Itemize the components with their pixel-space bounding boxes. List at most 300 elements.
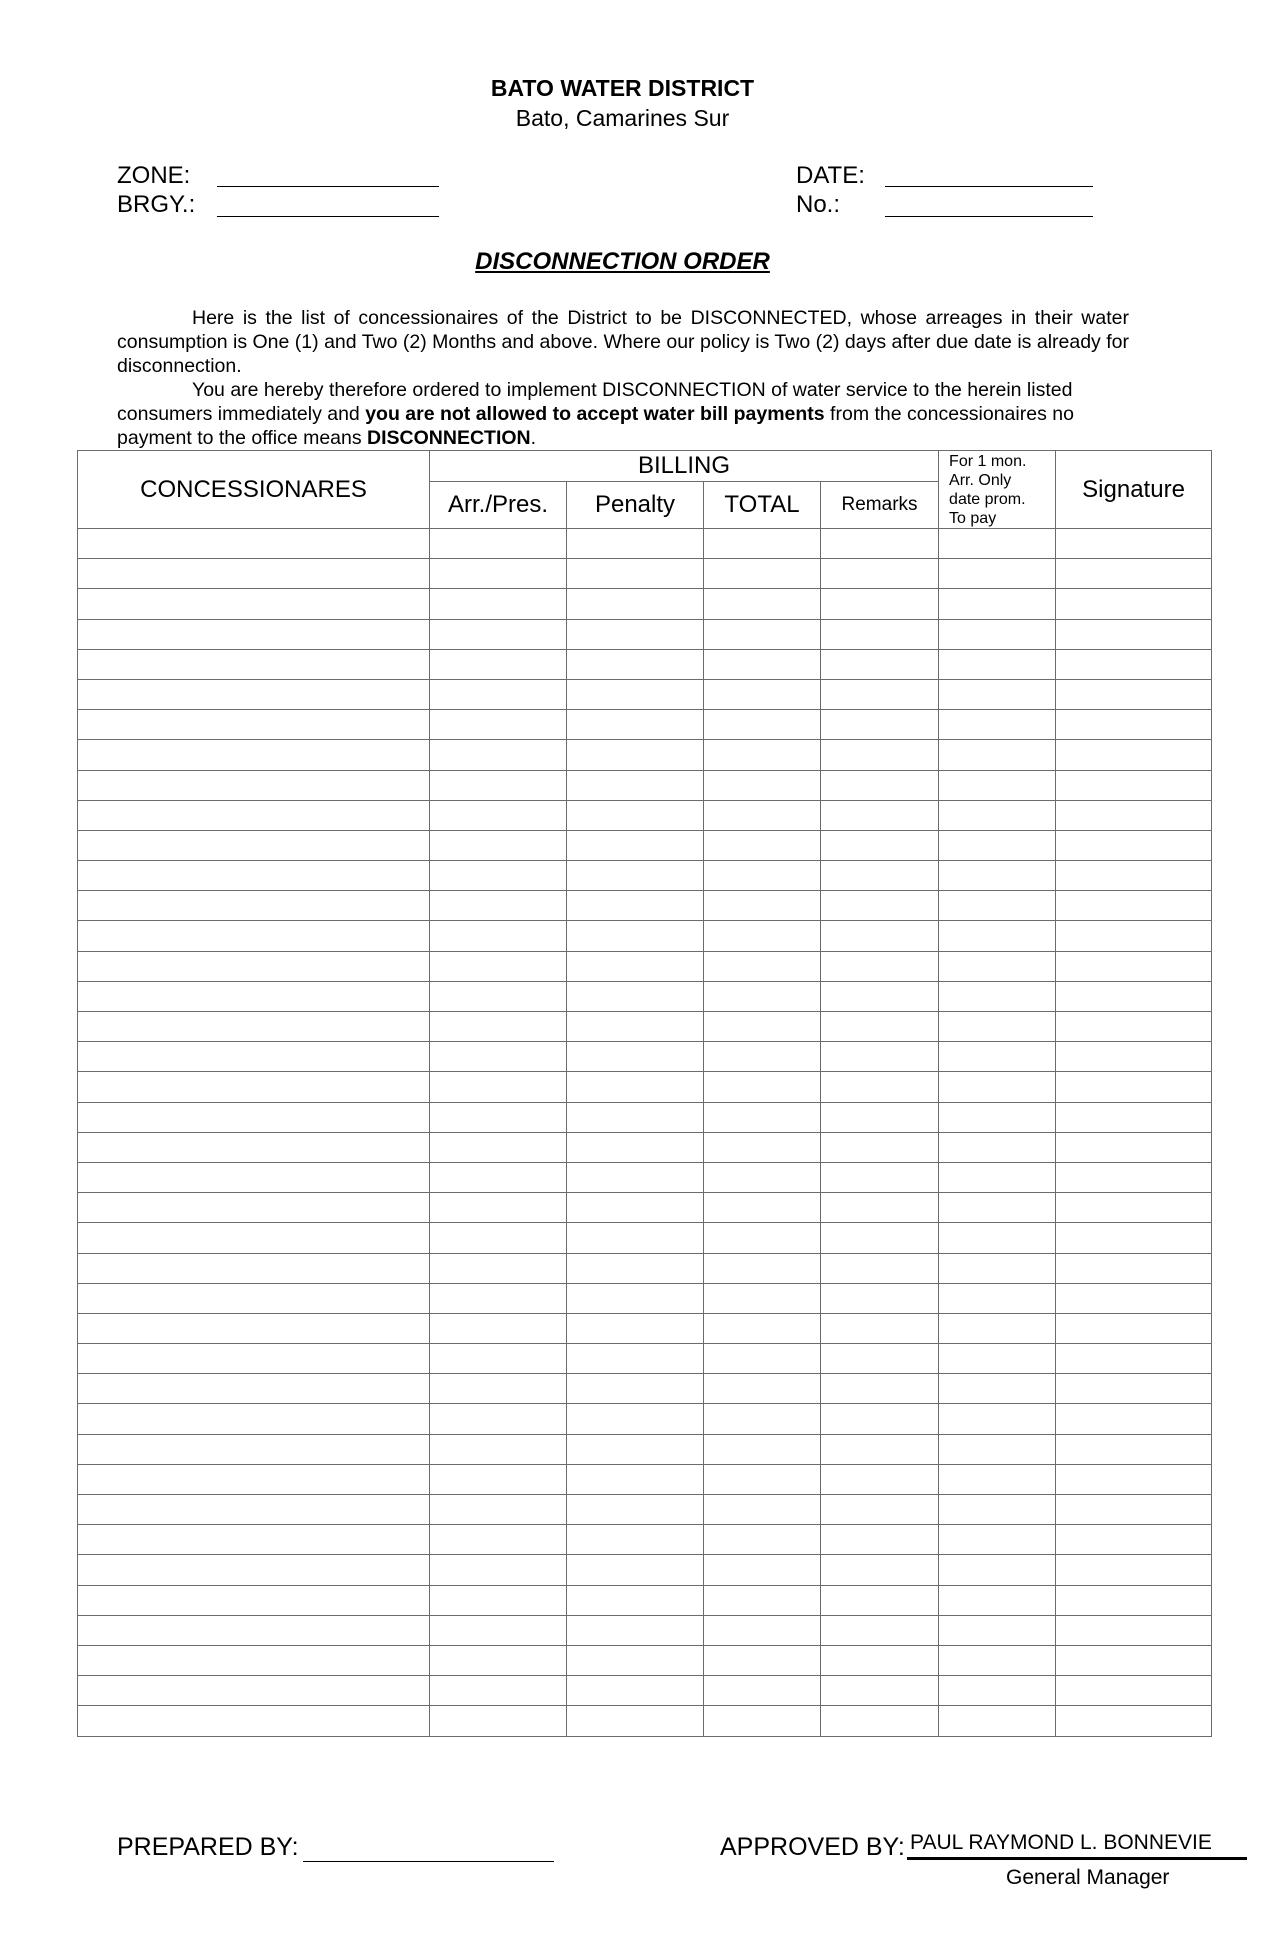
cell-remarks[interactable] [821, 589, 939, 619]
cell-penalty[interactable] [567, 1162, 704, 1192]
cell-signature[interactable] [1056, 1495, 1212, 1525]
cell-total[interactable] [704, 1344, 821, 1374]
cell-penalty[interactable] [567, 951, 704, 981]
cell-concessionaire[interactable] [78, 1344, 430, 1374]
cell-total[interactable] [704, 1313, 821, 1343]
cell-penalty[interactable] [567, 1193, 704, 1223]
cell-promise-date[interactable] [939, 589, 1056, 619]
cell-remarks[interactable] [821, 1012, 939, 1042]
cell-signature[interactable] [1056, 981, 1212, 1011]
cell-arr-pres[interactable] [430, 1434, 567, 1464]
cell-arr-pres[interactable] [430, 830, 567, 860]
cell-remarks[interactable] [821, 649, 939, 679]
cell-concessionaire[interactable] [78, 710, 430, 740]
cell-concessionaire[interactable] [78, 1615, 430, 1645]
cell-arr-pres[interactable] [430, 1042, 567, 1072]
cell-penalty[interactable] [567, 710, 704, 740]
cell-total[interactable] [704, 921, 821, 951]
table-row [78, 800, 1212, 830]
cell-remarks[interactable] [821, 1645, 939, 1675]
cell-penalty[interactable] [567, 1313, 704, 1343]
cell-promise-date[interactable] [939, 1706, 1056, 1736]
cell-penalty[interactable] [567, 981, 704, 1011]
cell-arr-pres[interactable] [430, 921, 567, 951]
cell-promise-date[interactable] [939, 1223, 1056, 1253]
cell-remarks[interactable] [821, 529, 939, 559]
cell-total[interactable] [704, 1102, 821, 1132]
approved-by-label: APPROVED BY: [720, 1833, 905, 1861]
cell-arr-pres[interactable] [430, 1313, 567, 1343]
table-row [78, 1132, 1212, 1162]
cell-concessionaire[interactable] [78, 830, 430, 860]
cell-signature[interactable] [1056, 1223, 1212, 1253]
instructions-paragraph-2: You are hereby therefore ordered to implement DISCONNECTION of water service to the herein listed consumers immediately and you are not allowed to accept water bill payments from the concessionaires no payment to the office means DISCONNECTION. [117, 379, 1074, 449]
cell-arr-pres[interactable] [430, 619, 567, 649]
cell-arr-pres[interactable] [430, 1585, 567, 1615]
cell-penalty[interactable] [567, 770, 704, 800]
cell-remarks[interactable] [821, 1374, 939, 1404]
cell-penalty[interactable] [567, 529, 704, 559]
cell-total[interactable] [704, 1495, 821, 1525]
cell-penalty[interactable] [567, 1585, 704, 1615]
cell-penalty[interactable] [567, 861, 704, 891]
table-row [78, 770, 1212, 800]
cell-remarks[interactable] [821, 981, 939, 1011]
cell-concessionaire[interactable] [78, 1495, 430, 1525]
cell-arr-pres[interactable] [430, 1645, 567, 1675]
cell-promise-date[interactable] [939, 529, 1056, 559]
cell-penalty[interactable] [567, 1645, 704, 1675]
cell-promise-date[interactable] [939, 1525, 1056, 1555]
cell-arr-pres[interactable] [430, 649, 567, 679]
cell-signature[interactable] [1056, 1162, 1212, 1192]
cell-arr-pres[interactable] [430, 1102, 567, 1132]
cell-total[interactable] [704, 1585, 821, 1615]
cell-signature[interactable] [1056, 861, 1212, 891]
cell-penalty[interactable] [567, 891, 704, 921]
cell-total[interactable] [704, 529, 821, 559]
cell-total[interactable] [704, 710, 821, 740]
cell-promise-date[interactable] [939, 1495, 1056, 1525]
cell-total[interactable] [704, 559, 821, 589]
cell-concessionaire[interactable] [78, 1283, 430, 1313]
date-field[interactable] [885, 186, 1093, 187]
table-row [78, 710, 1212, 740]
cell-signature[interactable] [1056, 1706, 1212, 1736]
cell-concessionaire[interactable] [78, 1645, 430, 1675]
cell-promise-date[interactable] [939, 1313, 1056, 1343]
cell-penalty[interactable] [567, 1012, 704, 1042]
cell-signature[interactable] [1056, 1374, 1212, 1404]
cell-arr-pres[interactable] [430, 951, 567, 981]
cell-signature[interactable] [1056, 1585, 1212, 1615]
cell-total[interactable] [704, 1404, 821, 1434]
cell-arr-pres[interactable] [430, 1404, 567, 1434]
cell-total[interactable] [704, 1434, 821, 1464]
cell-promise-date[interactable] [939, 1162, 1056, 1192]
cell-total[interactable] [704, 951, 821, 981]
cell-concessionaire[interactable] [78, 649, 430, 679]
cell-total[interactable] [704, 1283, 821, 1313]
cell-concessionaire[interactable] [78, 1434, 430, 1464]
cell-concessionaire[interactable] [78, 589, 430, 619]
cell-arr-pres[interactable] [430, 1525, 567, 1555]
cell-penalty[interactable] [567, 800, 704, 830]
cell-concessionaire[interactable] [78, 1706, 430, 1736]
cell-promise-date[interactable] [939, 740, 1056, 770]
cell-signature[interactable] [1056, 740, 1212, 770]
cell-arr-pres[interactable] [430, 1676, 567, 1706]
cell-signature[interactable] [1056, 679, 1212, 709]
cell-remarks[interactable] [821, 1162, 939, 1192]
cell-remarks[interactable] [821, 1555, 939, 1585]
cell-total[interactable] [704, 981, 821, 1011]
column-header-penalty: Penalty [567, 482, 704, 529]
cell-concessionaire[interactable] [78, 1676, 430, 1706]
cell-remarks[interactable] [821, 1313, 939, 1343]
cell-total[interactable] [704, 589, 821, 619]
cell-remarks[interactable] [821, 710, 939, 740]
cell-penalty[interactable] [567, 1495, 704, 1525]
cell-arr-pres[interactable] [430, 1132, 567, 1162]
cell-concessionaire[interactable] [78, 1012, 430, 1042]
cell-remarks[interactable] [821, 1495, 939, 1525]
cell-arr-pres[interactable] [430, 559, 567, 589]
cell-penalty[interactable] [567, 1404, 704, 1434]
cell-signature[interactable] [1056, 921, 1212, 951]
cell-arr-pres[interactable] [430, 529, 567, 559]
cell-promise-date[interactable] [939, 1102, 1056, 1132]
cell-remarks[interactable] [821, 1072, 939, 1102]
cell-concessionaire[interactable] [78, 559, 430, 589]
cell-total[interactable] [704, 1072, 821, 1102]
cell-concessionaire[interactable] [78, 861, 430, 891]
cell-promise-date[interactable] [939, 1615, 1056, 1645]
cell-concessionaire[interactable] [78, 740, 430, 770]
cell-remarks[interactable] [821, 559, 939, 589]
cell-total[interactable] [704, 1706, 821, 1736]
cell-penalty[interactable] [567, 559, 704, 589]
cell-concessionaire[interactable] [78, 1102, 430, 1132]
approver-signature-line [907, 1857, 1247, 1860]
cell-signature[interactable] [1056, 891, 1212, 921]
cell-remarks[interactable] [821, 1464, 939, 1494]
cell-arr-pres[interactable] [430, 1193, 567, 1223]
cell-arr-pres[interactable] [430, 1223, 567, 1253]
cell-promise-date[interactable] [939, 1676, 1056, 1706]
cell-arr-pres[interactable] [430, 679, 567, 709]
cell-promise-date[interactable] [939, 619, 1056, 649]
cell-remarks[interactable] [821, 1223, 939, 1253]
cell-signature[interactable] [1056, 1344, 1212, 1374]
cell-concessionaire[interactable] [78, 1313, 430, 1343]
table-row [78, 981, 1212, 1011]
cell-total[interactable] [704, 1555, 821, 1585]
cell-promise-date[interactable] [939, 1555, 1056, 1585]
cell-promise-date[interactable] [939, 1374, 1056, 1404]
cell-concessionaire[interactable] [78, 1253, 430, 1283]
cell-signature[interactable] [1056, 1313, 1212, 1343]
cell-signature[interactable] [1056, 529, 1212, 559]
cell-concessionaire[interactable] [78, 1374, 430, 1404]
cell-arr-pres[interactable] [430, 1344, 567, 1374]
cell-arr-pres[interactable] [430, 1706, 567, 1736]
cell-concessionaire[interactable] [78, 951, 430, 981]
cell-remarks[interactable] [821, 830, 939, 860]
cell-total[interactable] [704, 619, 821, 649]
cell-arr-pres[interactable] [430, 589, 567, 619]
cell-remarks[interactable] [821, 1404, 939, 1434]
cell-penalty[interactable] [567, 740, 704, 770]
cell-promise-date[interactable] [939, 770, 1056, 800]
cell-arr-pres[interactable] [430, 1162, 567, 1192]
cell-remarks[interactable] [821, 679, 939, 709]
cell-total[interactable] [704, 1012, 821, 1042]
cell-promise-date[interactable] [939, 1404, 1056, 1434]
cell-remarks[interactable] [821, 1615, 939, 1645]
cell-penalty[interactable] [567, 1072, 704, 1102]
cell-concessionaire[interactable] [78, 891, 430, 921]
cell-arr-pres[interactable] [430, 770, 567, 800]
cell-promise-date[interactable] [939, 649, 1056, 679]
cell-signature[interactable] [1056, 830, 1212, 860]
cell-promise-date[interactable] [939, 830, 1056, 860]
cell-concessionaire[interactable] [78, 1585, 430, 1615]
cell-signature[interactable] [1056, 1012, 1212, 1042]
cell-promise-date[interactable] [939, 1042, 1056, 1072]
cell-remarks[interactable] [821, 1585, 939, 1615]
cell-arr-pres[interactable] [430, 1012, 567, 1042]
cell-concessionaire[interactable] [78, 981, 430, 1011]
cell-penalty[interactable] [567, 1283, 704, 1313]
cell-penalty[interactable] [567, 1102, 704, 1132]
cell-total[interactable] [704, 800, 821, 830]
cell-concessionaire[interactable] [78, 770, 430, 800]
cell-concessionaire[interactable] [78, 1404, 430, 1434]
cell-total[interactable] [704, 649, 821, 679]
cell-remarks[interactable] [821, 1253, 939, 1283]
cell-arr-pres[interactable] [430, 861, 567, 891]
cell-remarks[interactable] [821, 800, 939, 830]
cell-remarks[interactable] [821, 1102, 939, 1132]
cell-penalty[interactable] [567, 1615, 704, 1645]
cell-signature[interactable] [1056, 710, 1212, 740]
cell-signature[interactable] [1056, 951, 1212, 981]
cell-promise-date[interactable] [939, 800, 1056, 830]
cell-arr-pres[interactable] [430, 1495, 567, 1525]
cell-penalty[interactable] [567, 589, 704, 619]
cell-promise-date[interactable] [939, 861, 1056, 891]
cell-signature[interactable] [1056, 559, 1212, 589]
cell-remarks[interactable] [821, 861, 939, 891]
cell-promise-date[interactable] [939, 921, 1056, 951]
cell-penalty[interactable] [567, 1344, 704, 1374]
cell-concessionaire[interactable] [78, 1132, 430, 1162]
table-row [78, 1012, 1212, 1042]
cell-total[interactable] [704, 1676, 821, 1706]
cell-total[interactable] [704, 891, 821, 921]
cell-promise-date[interactable] [939, 1012, 1056, 1042]
cell-signature[interactable] [1056, 1676, 1212, 1706]
cell-penalty[interactable] [567, 1676, 704, 1706]
cell-penalty[interactable] [567, 649, 704, 679]
cell-total[interactable] [704, 679, 821, 709]
cell-total[interactable] [704, 1374, 821, 1404]
cell-arr-pres[interactable] [430, 1555, 567, 1585]
cell-arr-pres[interactable] [430, 1615, 567, 1645]
cell-concessionaire[interactable] [78, 679, 430, 709]
cell-signature[interactable] [1056, 1193, 1212, 1223]
cell-penalty[interactable] [567, 1132, 704, 1162]
cell-arr-pres[interactable] [430, 1253, 567, 1283]
cell-arr-pres[interactable] [430, 1072, 567, 1102]
cell-remarks[interactable] [821, 921, 939, 951]
cell-signature[interactable] [1056, 649, 1212, 679]
cell-promise-date[interactable] [939, 559, 1056, 589]
cell-signature[interactable] [1056, 1283, 1212, 1313]
cell-concessionaire[interactable] [78, 1042, 430, 1072]
cell-concessionaire[interactable] [78, 1162, 430, 1192]
cell-total[interactable] [704, 1525, 821, 1555]
cell-arr-pres[interactable] [430, 740, 567, 770]
cell-promise-date[interactable] [939, 1132, 1056, 1162]
cell-remarks[interactable] [821, 740, 939, 770]
cell-penalty[interactable] [567, 1555, 704, 1585]
cell-remarks[interactable] [821, 770, 939, 800]
cell-promise-date[interactable] [939, 951, 1056, 981]
cell-promise-date[interactable] [939, 1344, 1056, 1374]
cell-signature[interactable] [1056, 1132, 1212, 1162]
cell-penalty[interactable] [567, 1434, 704, 1464]
cell-signature[interactable] [1056, 1072, 1212, 1102]
cell-promise-date[interactable] [939, 1645, 1056, 1675]
cell-signature[interactable] [1056, 1555, 1212, 1585]
number-label: No.: [796, 191, 841, 218]
cell-concessionaire[interactable] [78, 1072, 430, 1102]
cell-concessionaire[interactable] [78, 1525, 430, 1555]
cell-remarks[interactable] [821, 619, 939, 649]
cell-penalty[interactable] [567, 679, 704, 709]
cell-penalty[interactable] [567, 1042, 704, 1072]
cell-remarks[interactable] [821, 1434, 939, 1464]
cell-signature[interactable] [1056, 1253, 1212, 1283]
brgy-label: BRGY.: [117, 191, 196, 218]
cell-remarks[interactable] [821, 1344, 939, 1374]
cell-concessionaire[interactable] [78, 1223, 430, 1253]
cell-arr-pres[interactable] [430, 1283, 567, 1313]
cell-promise-date[interactable] [939, 1464, 1056, 1494]
cell-promise-date[interactable] [939, 1193, 1056, 1223]
cell-total[interactable] [704, 861, 821, 891]
table-row [78, 1404, 1212, 1434]
cell-promise-date[interactable] [939, 679, 1056, 709]
cell-total[interactable] [704, 830, 821, 860]
cell-signature[interactable] [1056, 770, 1212, 800]
cell-signature[interactable] [1056, 619, 1212, 649]
cell-total[interactable] [704, 1645, 821, 1675]
cell-signature[interactable] [1056, 1464, 1212, 1494]
cell-total[interactable] [704, 1132, 821, 1162]
cell-signature[interactable] [1056, 1042, 1212, 1072]
cell-concessionaire[interactable] [78, 1555, 430, 1585]
cell-signature[interactable] [1056, 800, 1212, 830]
cell-concessionaire[interactable] [78, 529, 430, 559]
cell-arr-pres[interactable] [430, 981, 567, 1011]
cell-concessionaire[interactable] [78, 1193, 430, 1223]
cell-remarks[interactable] [821, 951, 939, 981]
cell-penalty[interactable] [567, 1223, 704, 1253]
brgy-field[interactable] [217, 216, 439, 217]
cell-remarks[interactable] [821, 1132, 939, 1162]
cell-signature[interactable] [1056, 1404, 1212, 1434]
cell-total[interactable] [704, 1223, 821, 1253]
cell-concessionaire[interactable] [78, 1464, 430, 1494]
cell-signature[interactable] [1056, 1102, 1212, 1132]
cell-penalty[interactable] [567, 1706, 704, 1736]
cell-total[interactable] [704, 770, 821, 800]
cell-arr-pres[interactable] [430, 1374, 567, 1404]
cell-remarks[interactable] [821, 1283, 939, 1313]
cell-signature[interactable] [1056, 1525, 1212, 1555]
zone-field[interactable] [217, 186, 439, 187]
cell-arr-pres[interactable] [430, 800, 567, 830]
cell-penalty[interactable] [567, 830, 704, 860]
cell-promise-date[interactable] [939, 981, 1056, 1011]
cell-promise-date[interactable] [939, 1253, 1056, 1283]
cell-total[interactable] [704, 1162, 821, 1192]
cell-signature[interactable] [1056, 1615, 1212, 1645]
cell-remarks[interactable] [821, 1676, 939, 1706]
cell-remarks[interactable] [821, 891, 939, 921]
cell-total[interactable] [704, 740, 821, 770]
number-field[interactable] [885, 216, 1093, 217]
cell-concessionaire[interactable] [78, 921, 430, 951]
cell-concessionaire[interactable] [78, 619, 430, 649]
cell-total[interactable] [704, 1253, 821, 1283]
cell-remarks[interactable] [821, 1193, 939, 1223]
cell-arr-pres[interactable] [430, 1464, 567, 1494]
cell-signature[interactable] [1056, 1645, 1212, 1675]
cell-promise-date[interactable] [939, 1434, 1056, 1464]
cell-remarks[interactable] [821, 1042, 939, 1072]
cell-penalty[interactable] [567, 1464, 704, 1494]
cell-penalty[interactable] [567, 1253, 704, 1283]
cell-promise-date[interactable] [939, 1283, 1056, 1313]
cell-remarks[interactable] [821, 1525, 939, 1555]
cell-penalty[interactable] [567, 1525, 704, 1555]
cell-promise-date[interactable] [939, 1072, 1056, 1102]
cell-promise-date[interactable] [939, 710, 1056, 740]
cell-signature[interactable] [1056, 1434, 1212, 1464]
cell-total[interactable] [704, 1464, 821, 1494]
prepared-by-field[interactable] [303, 1861, 554, 1862]
cell-penalty[interactable] [567, 1374, 704, 1404]
cell-total[interactable] [704, 1042, 821, 1072]
zone-label: ZONE: [117, 162, 191, 189]
cell-total[interactable] [704, 1615, 821, 1645]
cell-remarks[interactable] [821, 1706, 939, 1736]
cell-arr-pres[interactable] [430, 891, 567, 921]
cell-arr-pres[interactable] [430, 710, 567, 740]
cell-signature[interactable] [1056, 589, 1212, 619]
cell-concessionaire[interactable] [78, 800, 430, 830]
cell-penalty[interactable] [567, 921, 704, 951]
cell-promise-date[interactable] [939, 1585, 1056, 1615]
cell-total[interactable] [704, 1193, 821, 1223]
column-header-arr-pres: Arr./Pres. [430, 482, 567, 529]
cell-promise-date[interactable] [939, 891, 1056, 921]
cell-penalty[interactable] [567, 619, 704, 649]
